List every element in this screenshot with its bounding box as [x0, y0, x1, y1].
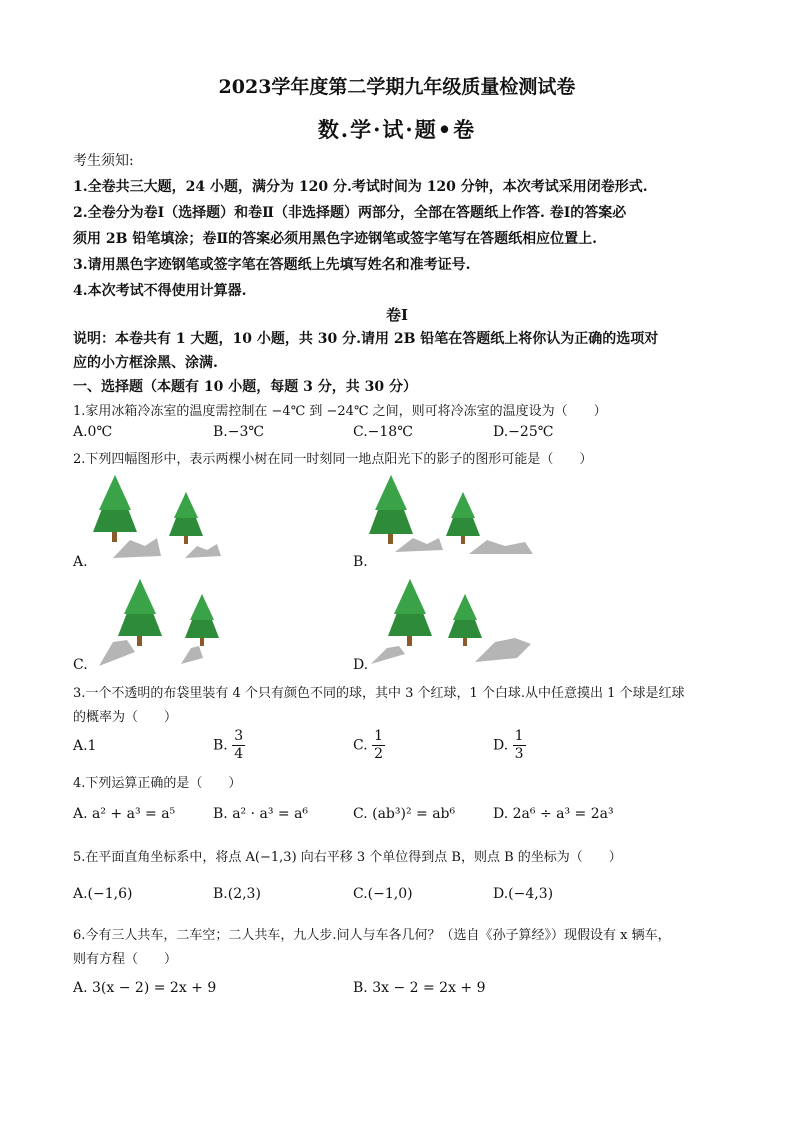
notice-item-2-cont: 须用 2B 铅笔填涂；卷Ⅱ的答案必须用黑色字迹钢笔或签字笔写在答题纸相应位置上.	[73, 231, 597, 247]
q6-stem-1: 6.今有三人共车，二车空；二人共车，九人步.问人与车各几何？（选自《孙子算经》）现假设有 x 辆车，	[73, 928, 671, 943]
q2-figure-a	[85, 470, 235, 566]
q5-option-d: D.(−4,3)	[493, 886, 554, 902]
tree-crown	[451, 492, 475, 518]
notice-item-3: 3.请用黑色字迹钢笔或签字笔在答题纸上先填写姓名和准考证号.	[73, 257, 471, 273]
q4-option-d: D. 2a⁶ ÷ a³ = 2a³	[493, 806, 614, 822]
q5-option-b: B.(2,3)	[213, 886, 261, 902]
option-label: B.	[213, 737, 228, 754]
q4-option-b: B. a² · a³ = a⁶	[213, 806, 309, 822]
shadow-shape	[113, 538, 161, 558]
shadow-shape	[181, 646, 203, 664]
tree-crown	[375, 475, 407, 510]
q6-option-a: A. 3(x − 2) = 2x + 9	[73, 980, 217, 996]
denominator: 3	[514, 746, 524, 762]
q6-stem-2: 则有方程（ ）	[73, 952, 178, 967]
q5-stem: 5.在平面直角坐标系中，将点 A(−1,3) 向右平移 3 个单位得到点 B，则点 B 的坐标为（ ）	[73, 850, 622, 865]
q2-figure-c	[85, 576, 235, 668]
q2-option-b: B.	[353, 554, 368, 570]
numerator: 1	[374, 728, 384, 744]
q3-stem-1: 3.一个不透明的布袋里装有 4 个只有颜色不同的球，其中 3 个红球，1 个白球.从中任意摸出 1 个球是红球	[73, 686, 685, 701]
q4-stem: 4.下列运算正确的是（ ）	[73, 776, 242, 791]
tree-crown	[174, 492, 198, 518]
q5-option-a: A.(−1,6)	[73, 886, 133, 902]
q1-option-c: C.−18℃	[353, 424, 413, 440]
tree-crown	[394, 579, 426, 614]
q4-option-a: A. a² + a³ = a⁵	[73, 806, 176, 822]
q3-option-b	[213, 728, 245, 763]
shadow-shape	[371, 646, 405, 664]
exam-title: 2023学年度第二学期九年级质量检测试卷	[218, 76, 576, 98]
denominator: 4	[234, 746, 244, 762]
tree-crown	[190, 594, 214, 620]
q3-stem-2: 的概率为（ ）	[73, 710, 178, 725]
fraction	[372, 728, 385, 763]
notice-item-2: 2.全卷分为卷Ⅰ（选择题）和卷Ⅱ（非选择题）两部分，全部在答题纸上作答. 卷Ⅰ的答案必	[73, 205, 627, 221]
fraction	[513, 728, 526, 763]
option-label: D.	[493, 737, 509, 754]
tree-crown	[124, 579, 156, 614]
q5-option-c: C.(−1,0)	[353, 886, 413, 902]
denominator: 2	[374, 746, 384, 762]
q2-stem: 2.下列四幅图形中，表示两棵小树在同一时刻同一地点阳光下的影子的图形可能是（ ）	[73, 452, 593, 467]
q6-option-b: B. 3x − 2 = 2x + 9	[353, 980, 486, 996]
tree-crown	[453, 594, 477, 620]
exam-subtitle: 数.学·试·题•卷	[317, 117, 477, 142]
q3-option-c	[353, 728, 385, 763]
q1-option-b: B.−3℃	[213, 424, 265, 440]
volume-desc-1: 说明：本卷共有 1 大题，10 小题，共 30 分.请用 2B 铅笔在答题纸上将你认为正确的选项对	[73, 331, 659, 347]
numerator: 3	[234, 728, 244, 744]
q3-option-d	[493, 728, 526, 763]
shadow-shape	[469, 540, 533, 554]
q4-option-c: C. (ab³)² = ab⁶	[353, 806, 456, 822]
tree-crown	[99, 475, 131, 510]
shadow-shape	[395, 538, 443, 552]
section-heading: 一、选择题（本题有 10 小题，每题 3 分，共 30 分）	[73, 379, 417, 395]
q1-stem: 1.家用冰箱冷冻室的温度需控制在 −4℃ 到 −24℃ 之间，则可将冷冻室的温度设为（ ）	[73, 404, 607, 419]
q1-option-d: D.−25℃	[493, 424, 554, 440]
q2-option-a: A.	[73, 554, 88, 570]
notice-item-4: 4.本次考试不得使用计算器.	[73, 283, 247, 299]
q2-option-d: D.	[353, 657, 369, 673]
notice-heading: 考生须知:	[73, 153, 134, 169]
option-label: C.	[353, 737, 368, 754]
q1-option-a: A.0℃	[73, 424, 113, 440]
fraction	[232, 728, 245, 763]
numerator: 1	[514, 728, 524, 744]
q2-figure-b	[365, 470, 545, 566]
shadow-shape	[475, 638, 531, 662]
q2-figure-d	[365, 576, 545, 668]
shadow-shape	[185, 544, 221, 558]
shadow-shape	[99, 640, 135, 666]
notice-item-1: 1.全卷共三大题，24 小题，满分为 120 分.考试时间为 120 分钟，本次考试采用闭卷形式.	[73, 179, 648, 195]
volume-title: 卷Ⅰ	[385, 306, 409, 324]
q2-option-c: C.	[73, 657, 88, 673]
volume-desc-2: 应的小方框涂黑、涂满.	[73, 355, 218, 371]
q3-option-a: A.1	[73, 738, 97, 754]
